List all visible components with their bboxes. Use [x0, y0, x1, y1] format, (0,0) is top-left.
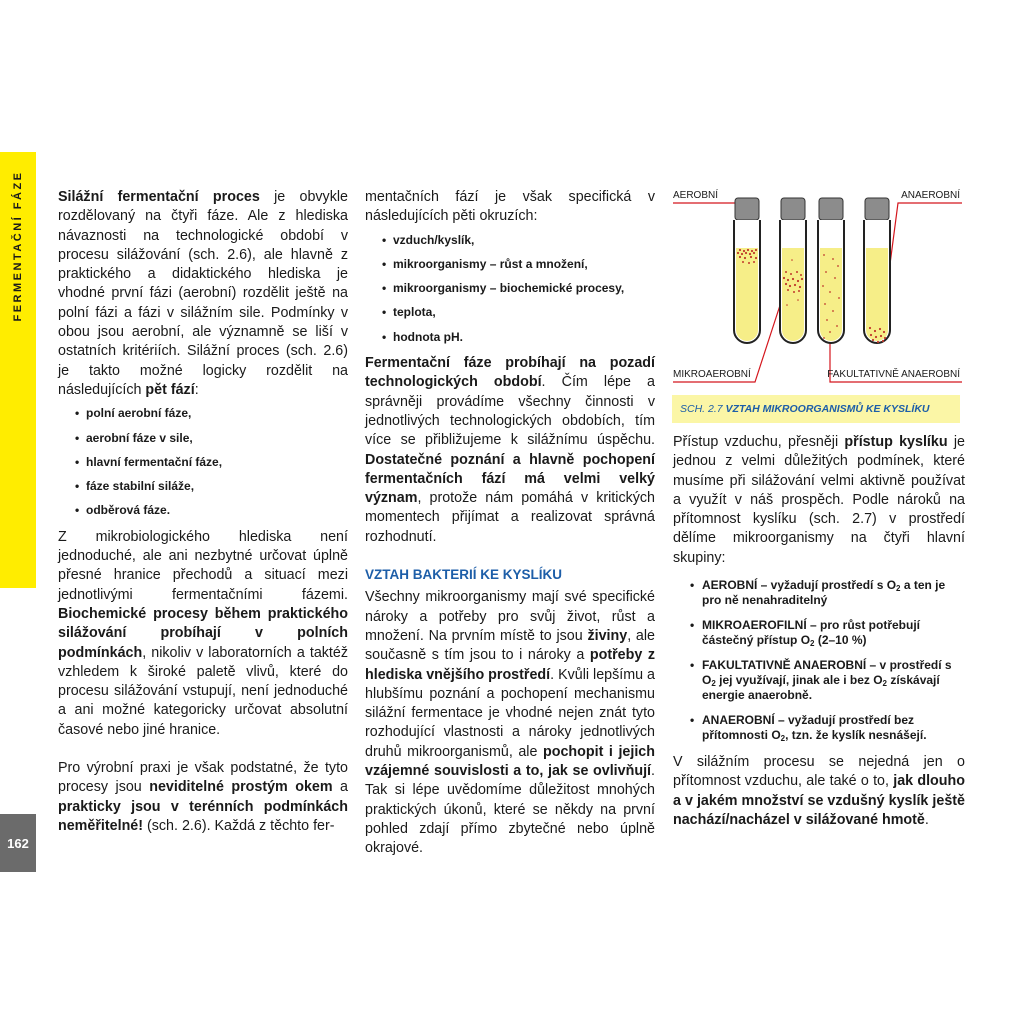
list-item: • mikroorganismy – biochemické procesy, — [382, 281, 655, 296]
groups-list — [673, 578, 965, 743]
bold-text: pět fází — [145, 381, 195, 398]
test-tubes-illustration — [670, 180, 970, 390]
column-2 — [365, 188, 655, 859]
list-item-aerobni: • AEROBNÍ – vyžadují prostředí s $O_2$ a ten je pro ně nenahraditelný — [690, 578, 965, 608]
paragraph-intro — [58, 188, 348, 400]
section-heading: VZTAH BAKTERIÍ KE KYSLÍKU — [365, 567, 563, 583]
list-item-fakultativne: • FAKULTATIVNĚ ANAEROBNÍ – v prostředí s $O_2$ jej využívají, jinak ale i bez $O_2$ získávají energie anaerobně. — [690, 658, 965, 703]
paragraph-continuation: mentačních fází je však specifická v následujících pěti okruzích: — [365, 189, 655, 225]
text: V silážním procesu se nejedná jen o přítomnost vzduchu, ale také o to, — [673, 754, 965, 790]
caption-number: SCH. 2.7 — [680, 403, 723, 415]
text: , nikoliv v laboratorních a taktéž vzhledem k široké paletě vlivů, které do procesu silážování vstupují, není jednoduché a ani možné kategoricky určovat absolutní časové nebo jiné hranice. — [58, 644, 348, 738]
list-item: • hlavní fermentační fáze, — [75, 455, 348, 470]
list-item: • polní aerobní fáze, — [75, 406, 348, 421]
label-aerobni: AEROBNÍ — [673, 190, 719, 201]
list-item: • mikroorganismy – růst a množení, — [382, 257, 655, 272]
leader-line-aerobni — [673, 203, 740, 250]
caption-title: VZTAH MIKROORGANISMŮ KE KYSLÍKU — [725, 403, 930, 415]
test-tubes-diagram — [670, 180, 970, 390]
phase-list — [58, 406, 348, 518]
figure-caption — [672, 395, 960, 423]
test-tube-anaerobic — [864, 198, 890, 343]
leader-line-anaerobni — [884, 203, 962, 310]
bold-text: jak dlouho a v jakém množství se vzdušný kyslík ještě nachází/nacházel v silážované hmotě — [673, 773, 965, 828]
list-item: • aerobní fáze v sile, — [75, 431, 348, 446]
text: Přístup vzduchu, přesněji — [673, 434, 845, 450]
bold-text: přístup kyslíku — [844, 434, 948, 450]
label-fakultativne: FAKULTATIVNĚ ANAEROBNÍ — [827, 369, 960, 380]
bold-text: Fermentační fáze probíhají na pozadí technologických období — [365, 355, 655, 391]
test-tube-microaerophilic — [780, 198, 806, 343]
column-3 — [673, 433, 965, 830]
paragraph-microbiology — [58, 528, 348, 740]
paragraph-practice — [58, 759, 348, 836]
bold-text: prakticky jsou v terénních podmínkách neměřitelné! — [58, 798, 348, 834]
text: je obvykle rozdělovaný na čtyři fáze. Ale z hlediska návaznosti na technologické období v procesu silážování (sch. 2.6), ale hlavně z praktického a didaktického hlediska je vhodné první fázi (aerobní) rozdělit ještě na polní fázi a fázi v silážním sile. Podmínky v obou jsou aerobní, ale významně se liší v ostatních kritériích. Silážní proces (sch. 2.6) je takto možné logicky rozdělit na následujících — [58, 189, 348, 398]
paragraph-silage-process — [673, 753, 965, 830]
list-item-anaerobni: • ANAEROBNÍ – vyžadují prostředí bez přítomnosti $O_2$, tzn. že kyslík nesnášejí. — [690, 713, 965, 743]
circles-list — [365, 233, 655, 345]
text: Z mikrobiologického hlediska není jednoduché, ale ani nezbytné určovat úplně přesné hranice přechodů a situací mezi jednotlivými fermentačními fázemi. — [58, 528, 348, 603]
text: , ale současně s tím jsou to i nároky a — [365, 627, 655, 664]
paragraph-oxygen — [365, 588, 655, 858]
paragraph-air-access — [673, 433, 965, 568]
bold-text: pochopit i jejich vzájemné souvislosti a to, jak se ovlivňují — [365, 743, 655, 780]
test-tube-aerobic — [734, 198, 760, 343]
bold-text: Silážní fermentační proces — [58, 189, 260, 205]
test-tube-facultative — [818, 198, 844, 343]
text: . — [924, 811, 929, 828]
text: je jednou z velmi důležitých podmínek, které musíme při silážování velmi aktivně používat a využít v náš prospěch. Podle nároků na přítomnost kyslíku (sch. 2.7) v prostředí dělíme mikroorganismy na čtyři hlavní skupiny: — [673, 434, 965, 566]
chapter-tab-label: FERMENTAČNÍ FÁZE — [12, 170, 24, 322]
text: , protože nám pomáhá v kritických momentech přijímat a realizovat správná rozhodnutí. — [365, 490, 655, 545]
list-item: • vzduch/kyslík, — [382, 233, 655, 248]
list-item-mikroaerofilni: • MIKROAEROFILNÍ – pro růst potřebují částečný přístup $O_2$ (2–10 %) — [690, 618, 965, 648]
column-1 — [58, 188, 348, 836]
text: (sch. 2.6). Každá z těchto fer- — [143, 817, 335, 834]
page-number: 162 — [0, 814, 36, 872]
text: . Tak si lépe uvědomíme důležitost mnohých praktických úkonů, které se někdy na první pohled zdají přímo zbytečné nebo úplně okrajové. — [365, 763, 655, 857]
bold-text: neviditelné prostým okem — [149, 779, 333, 796]
text: a — [332, 779, 348, 796]
text: . Kvůli lepšímu a hlubšímu poznání a pochopení mechanismu silážní fermentace je vhodné nejen znát tyto rozhodující vlastnosti a nároky jednotlivých druhů mikroorganismů, ale — [365, 666, 656, 760]
list-item: • teplota, — [382, 305, 655, 320]
list-item: • hodnota pH. — [382, 330, 655, 345]
list-item: • fáze stabilní siláže, — [75, 479, 348, 494]
text: : — [194, 381, 199, 398]
bold-text: živiny — [587, 627, 628, 644]
bold-text: potřeby z hlediska vnějšího prostředí — [365, 647, 655, 683]
text: . Čím lépe a správněji provádíme všechny činnosti v jednotlivých technologických obdobích, tím více se přibližujeme k silážnímu úspěchu. — [365, 374, 655, 449]
text: Všechny mikroorganismy mají své specifické nároky a potřeby pro svůj život, růst a množení. Na prvním místě to jsou — [365, 589, 655, 644]
label-anaerobni: ANAEROBNÍ — [901, 190, 960, 201]
bold-text: Dostatečné poznání a hlavně pochopení fermentačních fází má velmi velký význam — [365, 451, 655, 507]
text: Pro výrobní praxi je však podstatné, že tyto procesy jsou — [58, 760, 348, 796]
label-mikroaerobni: MIKROAEROBNÍ — [673, 369, 751, 380]
paragraph-background — [365, 354, 655, 547]
bold-text: Biochemické procesy během praktického silážování probíhají v polních podmínkách — [58, 605, 348, 661]
list-item: • odběrová fáze. — [75, 503, 348, 518]
